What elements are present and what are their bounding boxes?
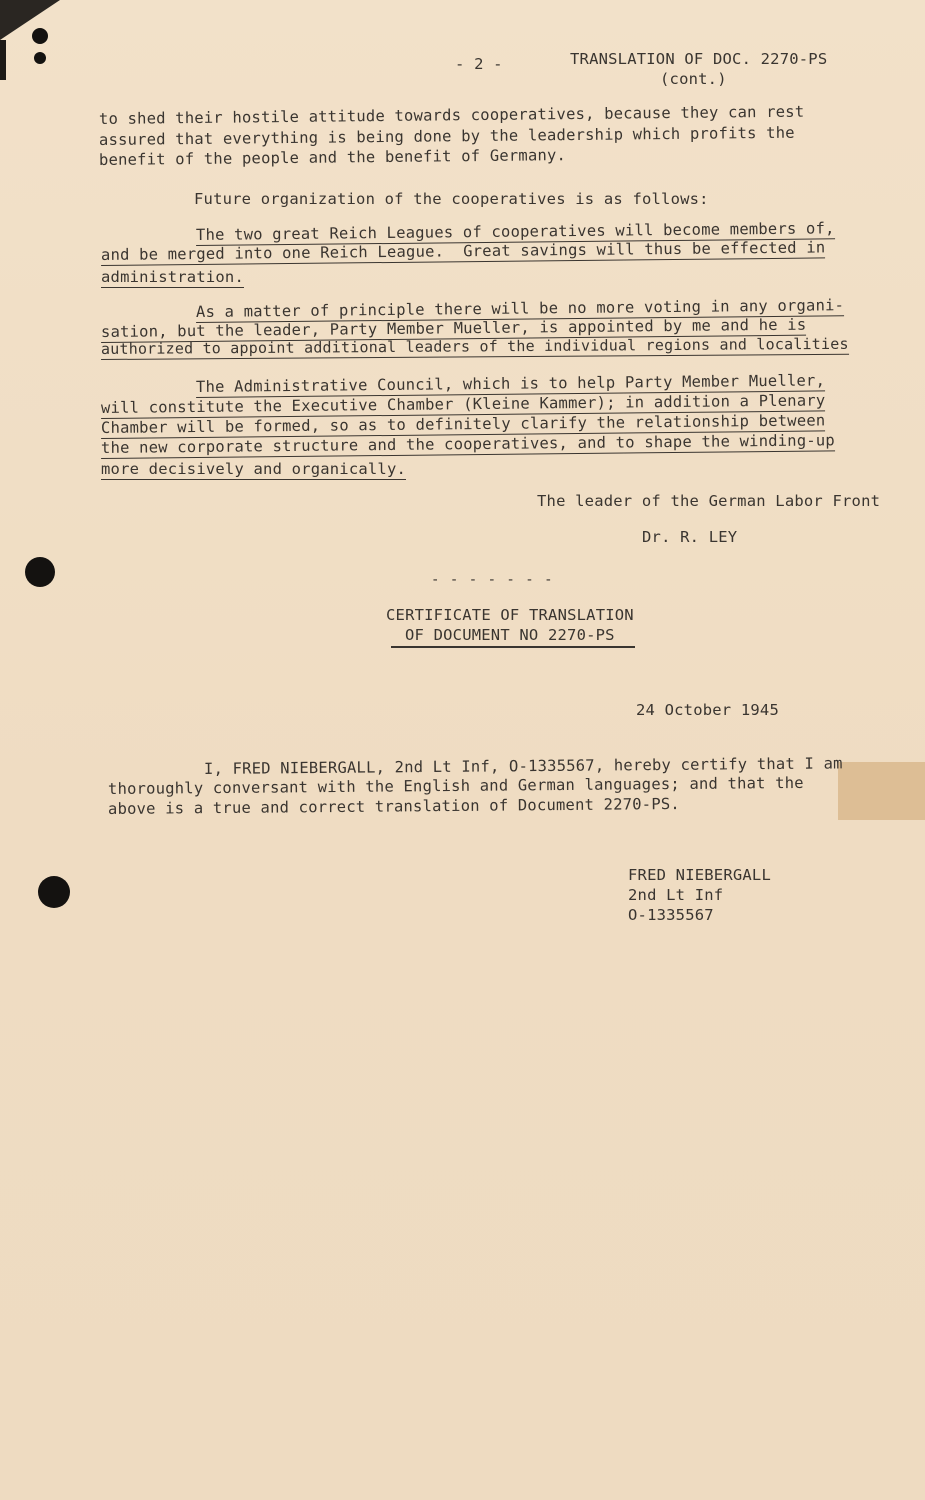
underlined-line: the new corporate structure and the cooperatives, and to shape the winding-up [100,431,835,457]
certificate-body-line: thoroughly conversant with the English and German languages; and that the [107,773,804,798]
body-line: Future organization of the cooperatives is as follows: [194,190,709,208]
punch-hole-lower [38,876,70,908]
body-line: benefit of the people and the benefit of Germany. [98,146,567,169]
certificate-body-line: I, FRED NIEBERGALL, 2nd Lt Inf, O-1335567, hereby certify that I am [203,754,843,778]
body-line: to shed their hostile attitude towards cooperatives, because they can rest [98,102,805,128]
punch-hole-middle [25,557,55,587]
certificate-underline [391,646,635,648]
certificate-title: CERTIFICATE OF TRANSLATION [386,606,634,624]
continued-note: (cont.) [660,70,727,88]
signer-rank: 2nd Lt Inf [628,886,724,904]
punch-hole-top [32,28,48,44]
signature-name: Dr. R. LEY [642,528,738,546]
underlined-line: administration. [101,268,244,286]
page-number: - 2 - [455,55,503,73]
document-title: TRANSLATION OF DOC. 2270-PS [570,50,828,68]
tape-stain [838,762,925,820]
underlined-line: The Administrative Council, which is to help Party Member Mueller, [195,371,826,396]
signature-role: The leader of the German Labor Front [537,492,881,510]
folded-corner [0,0,60,40]
certificate-date: 24 October 1945 [636,701,779,719]
underlined-line: Chamber will be formed, so as to definitely clarify the relationship between [100,411,826,437]
punch-hole-top-small [34,52,46,64]
underlined-line: authorized to appoint additional leaders of the individual regions and localities [100,334,849,358]
page-edge-shadow [0,40,6,80]
signer-name: FRED NIEBERGALL [628,866,771,884]
underlined-line: and be merged into one Reich League. Great savings will thus be effected in [100,238,826,264]
certificate-body-line: above is a true and correct translation of Document 2270-PS. [107,795,680,818]
separator: - - - - - - - [431,572,554,588]
body-line: assured that everything is being done by the leadership which profits the [98,123,795,149]
underlined-line: sation, but the leader, Party Member Mueller, is appointed by me and he is [100,315,807,341]
underlined-line: more decisively and organically. [101,460,407,478]
signer-serial: O-1335567 [628,906,714,924]
underlined-line: As a matter of principle there will be no more voting in any organi- [195,296,845,321]
underlined-line: will constitute the Executive Chamber (Kleine Kammer); in addition a Plenary [100,391,826,417]
certificate-subtitle: OF DOCUMENT NO 2270-PS [405,626,615,644]
underlined-line: The two great Reich Leagues of cooperatives will become members of, [195,219,835,244]
